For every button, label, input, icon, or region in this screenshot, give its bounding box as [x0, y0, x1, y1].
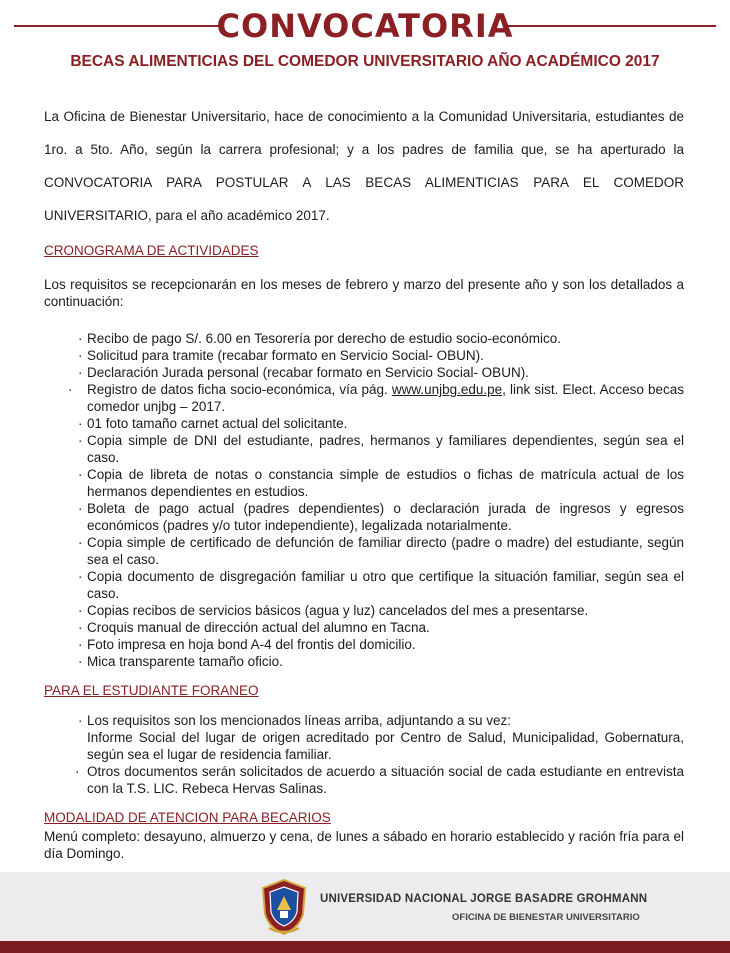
list-item: · Recibo de pago S/. 6.00 en Tesorería por derecho de estudio socio-económico. [78, 331, 562, 346]
list-item: · Copia simple de DNI del estudiante, padres, hermanos y familiares dependientes, según sea el caso. [78, 433, 684, 465]
requirements-list [68, 330, 684, 670]
bullet-icon: · [78, 416, 83, 431]
bullet-icon: · [78, 637, 83, 652]
bullet-icon: · [78, 535, 83, 550]
list-item: · Solicitud para tramite (recabar formato en Servicio Social- OBUN). [78, 348, 484, 363]
list-item: · Otros documentos serán solicitados de acuerdo a situación social de cada estudiante en entrevista con la T.S. LIC. Rebeca Hervas Salinas. [75, 764, 684, 796]
list-item: · Declaración Jurada personal (recabar formato en Servicio Social- OBUN). [78, 365, 529, 380]
list-item: · Los requisitos son los mencionados líneas arriba, adjuntando a su vez: Informe Social del lugar de origen acreditado por Centro de Salud, Municipalidad, Gobernatura, según sea el lugar de residencia familiar. [78, 713, 684, 762]
list-item: · Copia de libreta de notas o constancia simple de estudios o fichas de matrícula actual de los hermanos dependientes en estudios. [78, 467, 684, 499]
bullet-icon: · [75, 764, 80, 779]
bullet-icon: · [78, 713, 83, 728]
bullet-icon: · [78, 467, 83, 482]
list-item: · Copia documento de disgregación familiar u otro que certifique la situación familiar, según sea el caso. [78, 569, 684, 601]
bullet-icon: · [78, 603, 83, 618]
cronograma-text: Los requisitos se recepcionarán en los meses de febrero y marzo del presente año y son los detallados a continuación: [44, 277, 684, 309]
bullet-icon: · [78, 433, 83, 448]
footer-university: UNIVERSIDAD NACIONAL JORGE BASADRE GROHMANN [320, 893, 648, 905]
list-item: · Croquis manual de dirección actual del alumno en Tacna. [78, 620, 430, 635]
bullet-icon: · [78, 569, 83, 584]
page-title: CONVOCATORIA [216, 7, 514, 45]
university-shield-icon [261, 878, 307, 936]
modalidad-text: Menú completo: desayuno, almuerzo y cena, de lunes a sábado en horario establecido y ración fría para el día Domingo. [44, 829, 684, 861]
footer-office: OFICINA DE BIENESTAR UNIVERSITARIO [452, 912, 640, 923]
bullet-icon: · [78, 654, 83, 669]
heading-cronograma: CRONOGRAMA DE ACTIVIDADES [44, 243, 259, 258]
bullet-icon: · [78, 348, 83, 363]
page-subtitle: BECAS ALIMENTICIAS DEL COMEDOR UNIVERSITARIO AÑO ACADÉMICO 2017 [70, 53, 660, 70]
list-item: · Copia simple de certificado de defunción de familiar directo (padre o madre) del estudiante, según sea el caso. [78, 535, 684, 567]
bullet-icon: · [78, 620, 83, 635]
list-item: · Boleta de pago actual (padres dependientes) o declaración jurada de ingresos y egresos económicos (padres y/o tutor independiente), legalizada notarialmente. [78, 501, 684, 533]
foraneo-list [75, 712, 684, 797]
intro-paragraph: La Oficina de Bienestar Universitario, hace de conocimiento a la Comunidad Universitaria, estudiantes de 1ro. a 5to. Año, según la carrera profesional; y a los padres de familia que, se ha aperturado la CONVOCATORIA PARA POSTULAR A LAS BECAS ALIMENTICIAS PARA EL COMEDOR UNIVERSITARIO, para el año académico 2017. [44, 109, 684, 223]
heading-foraneo: PARA EL ESTUDIANTE FORANEO [44, 683, 259, 698]
list-item: · Mica transparente tamaño oficio. [78, 654, 283, 669]
footer-band [0, 872, 730, 941]
footer-bar [0, 941, 730, 953]
bullet-icon: · [78, 365, 83, 380]
list-item: · Copias recibos de servicios básicos (agua y luz) cancelados del mes a presentarse. [78, 603, 589, 618]
bullet-icon: · [68, 382, 73, 397]
bullet-icon: · [78, 501, 83, 516]
heading-modalidad: MODALIDAD DE ATENCION PARA BECARIOS [44, 810, 331, 825]
bullet-icon: · [78, 331, 83, 346]
website-link[interactable]: www.unjbg.edu.pe, [391, 382, 506, 397]
list-item: · Registro de datos ficha socio-económica, vía pág. www.unjbg.edu.pe, link sist. Elect. Acceso becas comedor unjbg – 2017. [68, 382, 684, 414]
list-item: · 01 foto tamaño carnet actual del solicitante. [78, 416, 348, 431]
list-item: · Foto impresa en hoja bond A-4 del frontis del domicilio. [78, 637, 416, 652]
